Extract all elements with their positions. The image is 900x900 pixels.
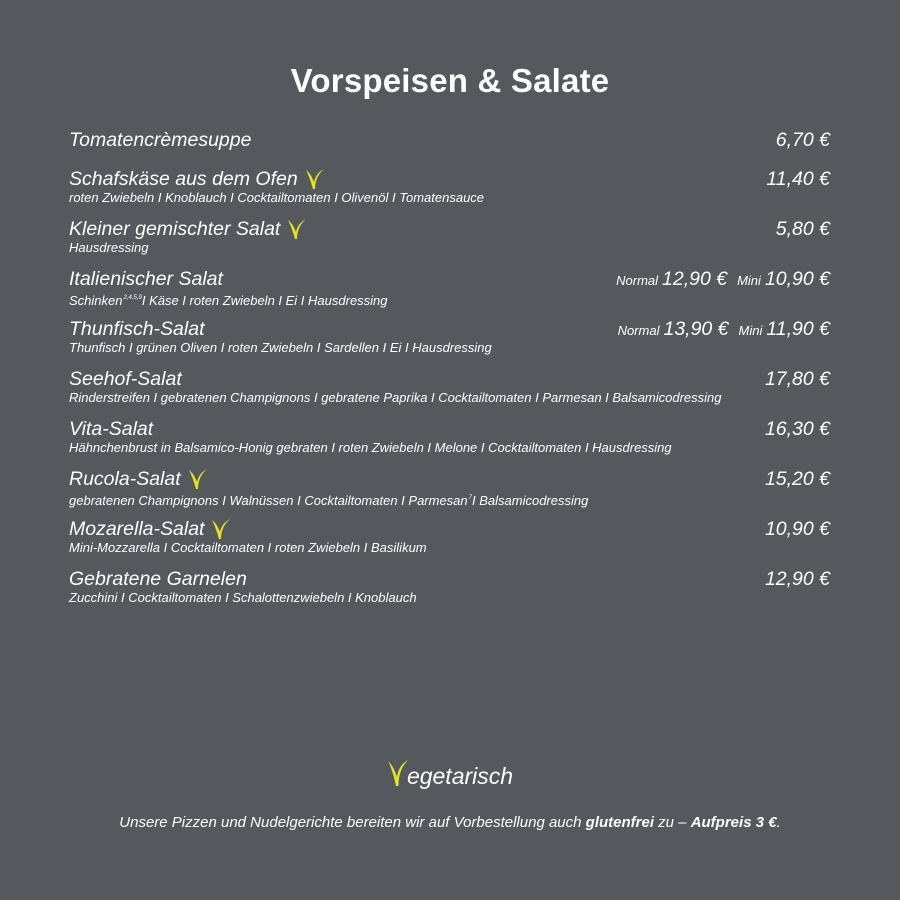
item-name: Kleiner gemischter Salat (69, 218, 281, 240)
item-price: 12,90 € (764, 568, 830, 590)
item-name: Tomatencrèmesuppe (69, 129, 252, 151)
menu-item-rucola-salat (69, 465, 830, 515)
glutenfrei-emphasis: glutenfrei (585, 814, 654, 831)
menu-list (69, 126, 830, 615)
vegetarian-leaf-icon (210, 517, 232, 541)
item-name: Gebratene Garnelen (69, 568, 247, 590)
menu-item-seehof-salat (69, 365, 830, 415)
normal-label: Normal (616, 273, 659, 288)
vegetarian-leaf-icon (286, 217, 308, 241)
mini-label: Mini (738, 323, 763, 338)
vegetarian-legend (0, 760, 900, 790)
item-description: Rinderstreifen I gebratenen Champignons I gebratene Paprika I Cocktailtomaten I Parmesan I Balsamicodressing (69, 390, 722, 405)
item-price (616, 265, 830, 295)
gluten-free-note: Unsere Pizzen und Nudelgerichte bereiten wir auf Vorbestellung auch glutenfrei zu – Aufpreis 3 €. (119, 814, 781, 831)
item-description: roten Zwiebeln I Knoblauch I Cocktailtomaten I Olivenöl I Tomatensauce (69, 190, 485, 205)
menu-item-tomatencremesuppe (69, 126, 830, 165)
menu-item-gebratene-garnelen (69, 565, 830, 615)
legend-text: egetarisch (406, 763, 514, 789)
menu-item-vita-salat (69, 415, 830, 465)
item-price: 16,30 € (764, 418, 830, 440)
item-name: Rucola-Salat (69, 468, 181, 490)
page-title: Vorspeisen & Salate (290, 62, 610, 99)
item-description: Zucchini I Cocktailtomaten I Schalottenzwiebeln I Knoblauch (69, 590, 417, 605)
vegetarian-leaf-icon (187, 467, 209, 491)
item-description: Thunfisch I grünen Oliven I roten Zwiebeln I Sardellen I Ei I Hausdressing (69, 340, 492, 355)
normal-price: 13,90 € (663, 318, 729, 340)
item-price: 11,40 € (766, 168, 830, 190)
item-name: Italienischer Salat (69, 268, 223, 290)
item-name: Mozarella-Salat (69, 518, 205, 540)
mini-price: 11,90 € (766, 318, 830, 340)
item-name: Thunfisch-Salat (69, 318, 205, 340)
item-price (618, 315, 830, 345)
item-description: Hähnchenbrust in Balsamico-Honig gebraten I roten Zwiebeln I Melone I Cocktailtomaten I Hausdressing (69, 440, 672, 455)
menu-item-italienischer-salat (69, 265, 830, 315)
normal-label: Normal (617, 323, 660, 338)
item-price: 17,80 € (764, 368, 830, 390)
vegetarian-leaf-icon (387, 758, 409, 788)
allergen-codes: 7 (468, 495, 472, 501)
mini-price: 10,90 € (764, 268, 830, 290)
item-name: Seehof-Salat (69, 368, 182, 390)
menu-item-thunfisch-salat (69, 315, 830, 365)
item-price: 5,80 € (775, 218, 830, 240)
item-price: 10,90 € (764, 518, 830, 540)
allergen-codes: 2,4,5,9 (123, 295, 142, 301)
menu-item-mozarella-salat (69, 515, 830, 565)
menu-item-kleiner-gemischter-salat (69, 215, 830, 265)
item-description: Mini-Mozzarella I Cocktailtomaten I roten Zwiebeln I Basilikum (69, 540, 427, 555)
item-description: gebratenen Champignons I Walnüssen I Cocktailtomaten I Parmesan$^7$I Balsamicodressing (69, 493, 589, 508)
item-name: Schafskäse aus dem Ofen (69, 168, 298, 190)
item-price: 15,20 € (764, 468, 830, 490)
item-price: 6,70 € (775, 129, 830, 151)
item-description: Hausdressing (69, 240, 149, 255)
menu-item-schafskaese (69, 165, 830, 215)
vegetarian-leaf-icon (304, 167, 326, 191)
item-description: Schinken$^{2,4,5,9}$I Käse I roten Zwiebeln I Ei I Hausdressing (69, 293, 388, 308)
mini-label: Mini (737, 273, 761, 288)
surcharge-emphasis: Aufpreis 3 € (690, 814, 777, 831)
item-name: Vita-Salat (69, 418, 154, 440)
normal-price: 12,90 € (662, 268, 728, 290)
